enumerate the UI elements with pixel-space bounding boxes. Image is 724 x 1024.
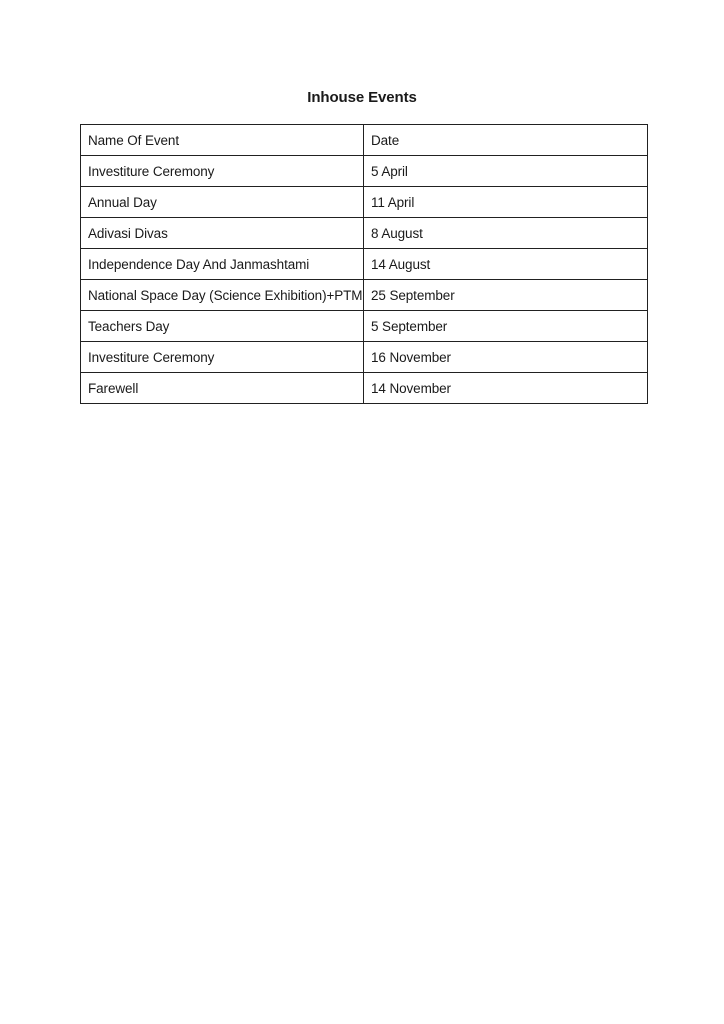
event-date-cell: 25 September — [364, 280, 648, 311]
event-name-cell: Investiture Ceremony — [81, 342, 364, 373]
table-row — [81, 342, 648, 373]
event-date-cell: 16 November — [364, 342, 648, 373]
event-name-cell: Adivasi Divas — [81, 218, 364, 249]
event-date-cell: 5 April — [364, 156, 648, 187]
event-name-cell: Annual Day — [81, 187, 364, 218]
table-row — [81, 249, 648, 280]
event-date-cell: 8 August — [364, 218, 648, 249]
table-row — [81, 311, 648, 342]
event-name-cell: Teachers Day — [81, 311, 364, 342]
event-name-cell: Farewell — [81, 373, 364, 404]
event-name-cell: Independence Day And Janmashtami — [81, 249, 364, 280]
event-date-cell: 14 August — [364, 249, 648, 280]
event-date-cell: 14 November — [364, 373, 648, 404]
table-row — [81, 156, 648, 187]
event-name-cell: Investiture Ceremony — [81, 156, 364, 187]
page-title: Inhouse Events — [307, 89, 417, 106]
event-date-cell: 11 April — [364, 187, 648, 218]
events-table — [80, 124, 648, 404]
table-row — [81, 218, 648, 249]
table-header-row — [81, 125, 648, 156]
column-header-date: Date — [364, 125, 648, 156]
table-row — [81, 280, 648, 311]
event-date-cell: 5 September — [364, 311, 648, 342]
table-row — [81, 187, 648, 218]
column-header-event: Name Of Event — [81, 125, 364, 156]
event-name-cell: National Space Day (Science Exhibition)+PTM — [81, 280, 364, 311]
table-row — [81, 373, 648, 404]
